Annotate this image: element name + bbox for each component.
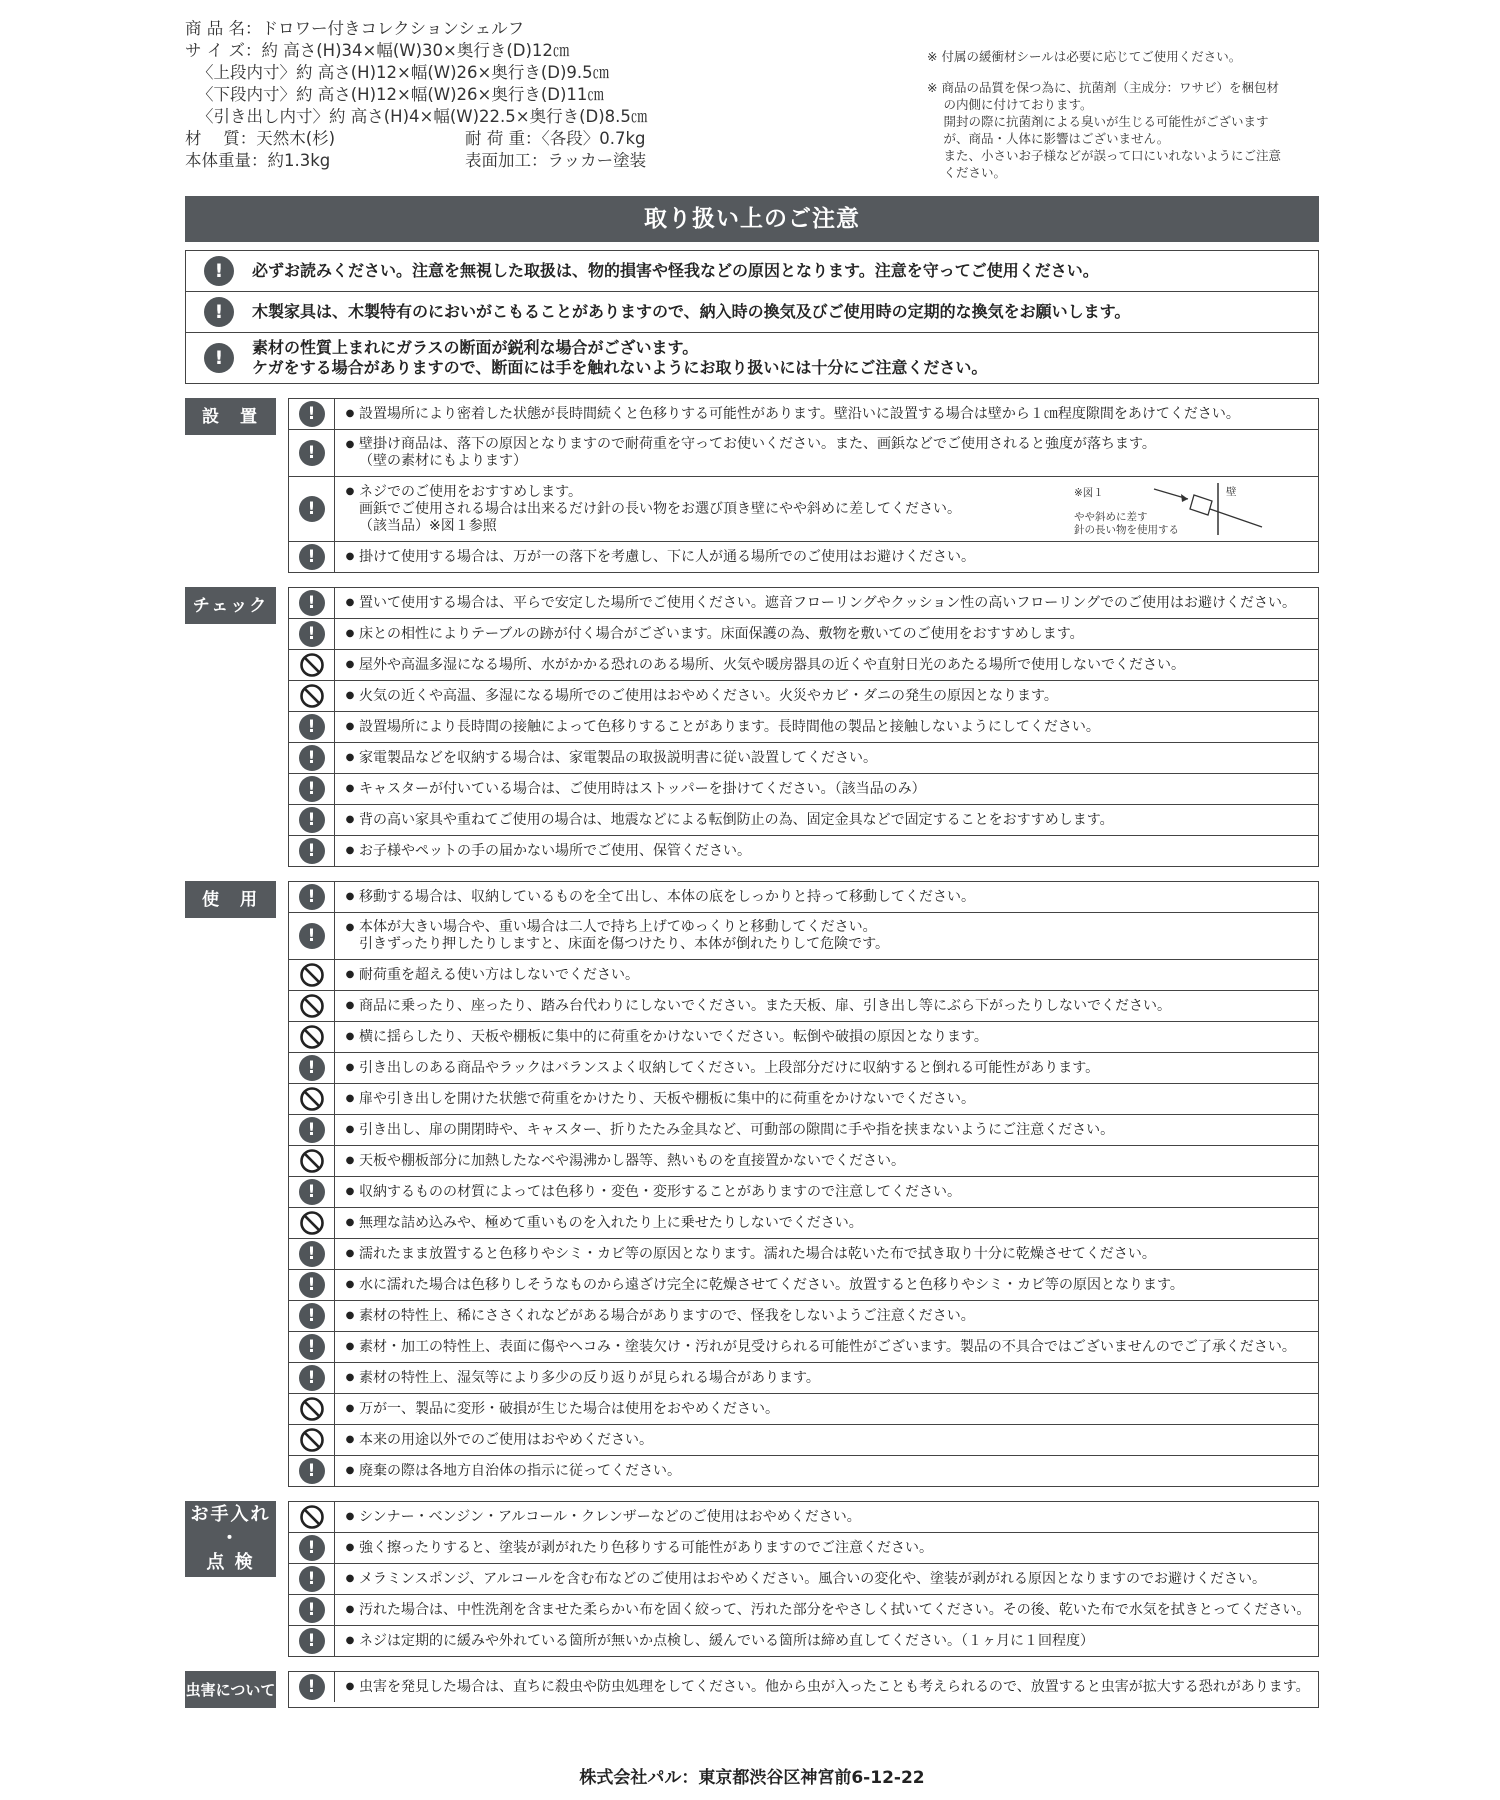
row-icon-cell: [289, 1053, 335, 1083]
exclamation-icon: !: [299, 714, 325, 740]
caution-text: 素材の特性上、稀にささくれなどがある場合がありますので、怪我をしないようご注意ください。: [359, 1307, 975, 1324]
row-icon-cell: [289, 1564, 335, 1594]
bullet-icon: ●: [345, 597, 355, 608]
caution-row: [289, 477, 1318, 542]
caution-text: 壁掛け商品は、落下の原因となりますので耐荷重を守ってお使いください。また、画鋲などでご使用されると強度が落ちます。 （壁の素材にもよります）: [359, 436, 1156, 469]
row-icon-cell: [289, 1239, 335, 1269]
bullet-icon: ●: [345, 845, 355, 856]
row-icon-cell: [289, 1084, 335, 1114]
bullet-icon: ●: [345, 969, 355, 980]
exclamation-icon: !: [299, 838, 325, 864]
bullet-icon: ●: [345, 1217, 355, 1228]
bullet-icon: ●: [345, 752, 355, 763]
care-rows: [288, 1501, 1319, 1657]
side-notes: [927, 48, 1322, 195]
use-rows: [288, 881, 1319, 1487]
exclamation-icon: !: [299, 1674, 325, 1700]
caution-text: 移動する場合は、収納しているものを全て出し、本体の底をしっかりと持って移動してください。: [359, 888, 975, 905]
caution-row: [289, 1084, 1318, 1115]
caution-text: 引き出し、扉の開閉時や、キャスター、折りたたみ金具など、可動部の隙間に手や指を挟まないようにご注意ください。: [359, 1121, 1115, 1138]
row-icon-cell: [289, 1394, 335, 1424]
prohibited-icon: [299, 1024, 325, 1050]
caution-row: [289, 743, 1318, 774]
bullet-icon: ●: [345, 1573, 355, 1584]
exclamation-icon: !: [299, 884, 325, 910]
caution-row: [289, 399, 1318, 430]
spec-upper-inner: 〈上段内寸〉約 高さ(H)12×幅(W)26×奥行き(D)9.5㎝: [197, 63, 610, 82]
bullet-icon: ●: [345, 922, 355, 933]
exclamation-icon: !: [299, 776, 325, 802]
exclamation-icon: !: [299, 1458, 325, 1484]
row-icon-cell: [289, 960, 335, 990]
spec-product-name: 商 品 名：ドロワー付きコレクションシェルフ: [185, 19, 525, 38]
caution-row: [289, 1146, 1318, 1177]
caution-text: メラミンスポンジ、アルコールを含む布などのご使用はおやめください。風合いの変化や、塗装が剥がれる原因となりますのでお避けください。: [359, 1570, 1266, 1587]
row-icon-cell: [289, 1332, 335, 1362]
caution-row: [289, 650, 1318, 681]
section-label-check: チェック: [185, 587, 276, 624]
company-footer: 株式会社パル：東京都渋谷区神宮前6-12-22: [579, 1768, 925, 1788]
exclamation-icon: !: [299, 401, 325, 427]
caution-text: 家電製品などを収納する場合は、家電製品の取扱説明書に従い設置してください。: [359, 749, 877, 766]
row-icon-cell: [289, 712, 335, 742]
prohibited-icon: [299, 683, 325, 709]
caution-text: 引き出しのある商品やラックはバランスよく収納してください。上段部分だけに収納すると倒れる可能性があります。: [359, 1059, 1100, 1076]
row-icon-cell: [289, 542, 335, 572]
caution-row: [289, 430, 1318, 477]
caution-text: 汚れた場合は、中性洗剤を含ませた柔らかい布を固く絞って、汚れた部分をやさしく拭いてください。その後、乾いた布で水気を拭きとってください。: [359, 1601, 1311, 1618]
caution-text: 素材・加工の特性上、表面に傷やヘコみ・塗装欠け・汚れが見受けられる可能性がございます。製品の不具合ではございませんのでご了承ください。: [359, 1338, 1296, 1355]
row-icon-cell: [289, 1301, 335, 1331]
row-icon-cell: [289, 805, 335, 835]
prohibited-icon: [299, 1210, 325, 1236]
caution-row: [289, 1626, 1318, 1656]
caution-text: ネジでのご使用をおすすめします。 画鋲でご使用される場合は出来るだけ針の長い物をお選び頂き壁にやや斜めに差してください。 （該当品）※図１参照: [359, 483, 961, 534]
exclamation-icon: !: [299, 544, 325, 570]
caution-text: 虫害を発見した場合は、直ちに殺虫や防虫処理をしてください。他から虫が入ったことも考えられるので、放置すると虫害が拡大する恐れがあります。: [359, 1678, 1310, 1695]
caution-row: [289, 960, 1318, 991]
caution-text: 本来の用途以外でのご使用はおやめください。: [359, 1431, 653, 1448]
caution-text: 強く擦ったりすると、塗装が剥がれたり色移りする可能性がありますのでご注意ください。: [359, 1539, 933, 1556]
general-warnings: [185, 250, 1319, 384]
caution-row: [289, 1456, 1318, 1486]
exclamation-icon: !: [299, 1272, 325, 1298]
caution-row: [289, 1425, 1318, 1456]
row-icon-cell: [289, 913, 335, 959]
caution-text: 扉や引き出しを開けた状態で荷重をかけたり、天板や棚板に集中的に荷重をかけないでください。: [359, 1090, 975, 1107]
row-icon-cell: [289, 743, 335, 773]
caution-text: 横に揺らしたり、天板や棚板に集中的に荷重をかけないでください。転倒や破損の原因となります。: [359, 1028, 988, 1045]
exclamation-icon: !: [299, 1303, 325, 1329]
row-icon-cell: [289, 1456, 335, 1486]
section-label-pests: 虫害について: [185, 1671, 276, 1708]
exclamation-icon: !: [299, 440, 325, 466]
caution-row: [289, 1053, 1318, 1084]
bullet-icon: ●: [345, 628, 355, 639]
row-icon-cell: [289, 1270, 335, 1300]
bullet-icon: ●: [345, 1186, 355, 1197]
bullet-icon: ●: [345, 1403, 355, 1414]
bullet-icon: ●: [345, 1000, 355, 1011]
caution-text: 収納するものの材質によっては色移り・変色・変形することがありますので注意してください。: [359, 1183, 961, 1200]
spec-row-weight: [185, 150, 925, 172]
row-icon-cell: [289, 1425, 335, 1455]
document-page: [185, 18, 1319, 1788]
caution-text: 天板や棚板部分に加熱したなべや湯沸かし器等、熱いものを直接置かないでください。: [359, 1152, 905, 1169]
row-icon-cell: [289, 1533, 335, 1563]
row-icon-cell: [289, 588, 335, 618]
bullet-icon: ●: [345, 1062, 355, 1073]
row-icon-cell: [289, 1146, 335, 1176]
exclamation-icon: !: [299, 1179, 325, 1205]
section-label-use: 使 用: [185, 881, 276, 918]
caution-text: ネジは定期的に緩みや外れている箇所が無いか点検し、緩んでいる箇所は締め直してください。（１ヶ月に１回程度）: [359, 1632, 1094, 1649]
caution-row: [289, 805, 1318, 836]
caution-text: 火気の近くや高温、多湿になる場所でのご使用はおやめください。火災やカビ・ダニの発生の原因となります。: [359, 687, 1058, 704]
pests-rows: [288, 1671, 1319, 1708]
bullet-icon: ●: [345, 1310, 355, 1321]
exclamation-icon: !: [299, 1628, 325, 1654]
bullet-icon: ●: [345, 1372, 355, 1383]
bullet-icon: ●: [345, 1542, 355, 1553]
caution-row: [289, 1394, 1318, 1425]
prohibited-icon: [299, 1086, 325, 1112]
spec-finish: 表面加工：ラッカー塗装: [465, 151, 647, 170]
spec-lower-inner: 〈下段内寸〉約 高さ(H)12×幅(W)26×奥行き(D)11㎝: [197, 85, 604, 104]
section-pests: [185, 1671, 1319, 1708]
caution-row: [289, 1301, 1318, 1332]
row-icon-cell: [289, 774, 335, 804]
caution-row: [289, 1022, 1318, 1053]
row-icon-cell: [289, 1115, 335, 1145]
bullet-icon: ●: [345, 1031, 355, 1042]
caution-row: [289, 1363, 1318, 1394]
row-icon-cell: [289, 1022, 335, 1052]
bullet-icon: ●: [345, 1434, 355, 1445]
caution-text: 本体が大きい場合や、重い場合は二人で持ち上げてゆっくりと移動してください。 引きずったり押したりしますと、床面を傷つけたり、本体が倒れたりして危険です。: [359, 919, 890, 952]
exclamation-icon: !: [299, 1535, 325, 1561]
caution-text: 掛けて使用する場合は、万が一の落下を考慮し、下に人が通る場所でのご使用はお避けください。: [359, 548, 975, 565]
prohibited-icon: [299, 1396, 325, 1422]
section-label-setup: 設 置: [185, 398, 276, 435]
exclamation-icon: !: [299, 807, 325, 833]
page-title: 取り扱い上のご注意: [185, 196, 1319, 242]
row-icon-cell: [289, 619, 335, 649]
warning-text: 素材の性質上まれにガラスの断面が鋭利な場合がございます。 ケガをする場合がありますので、断面には手を触れないようにお取り扱いには十分にご注意ください。: [252, 338, 988, 377]
spec-list: [185, 18, 925, 172]
warning-text: 木製家具は、木製特有のにおいがこもることがありますので、納入時の換気及びご使用時の定期的な換気をお願いします。: [252, 302, 1131, 321]
bullet-icon: ●: [345, 1465, 355, 1476]
caution-row: [289, 1672, 1318, 1702]
figure-wall-label: 壁: [1226, 486, 1237, 498]
caution-row: [289, 1115, 1318, 1146]
caution-text: 水に濡れた場合は色移りしそうなものから遠ざけ完全に乾燥させてください。放置すると色移りやシミ・カビ等の原因となります。: [359, 1276, 1184, 1293]
caution-text: キャスターが付いている場合は、ご使用時はストッパーを掛けてください。（該当品のみ）: [359, 780, 926, 797]
warning-text: 必ずお読みください。注意を無視した取扱は、物的損害や怪我などの原因となります。注意を守ってご使用ください。: [252, 261, 1099, 280]
bullet-icon: ●: [345, 486, 355, 497]
row-icon-cell: [289, 1177, 335, 1207]
product-specs: [185, 18, 1319, 196]
row-icon-cell: [289, 399, 335, 429]
caution-row: [289, 619, 1318, 650]
setup-rows: [288, 398, 1319, 573]
bullet-icon: ●: [345, 1604, 355, 1615]
caution-text: 無理な詰め込みや、極めて重いものを入れたり上に乗せたりしないでください。: [359, 1214, 863, 1231]
caution-row: [289, 913, 1318, 960]
spec-material: 材 質：天然木(杉): [185, 129, 336, 148]
caution-row: [289, 836, 1318, 866]
bullet-icon: ●: [345, 891, 355, 902]
bullet-icon: ●: [345, 721, 355, 732]
caution-text: 濡れたまま放置すると色移りやシミ・カビ等の原因となります。濡れた場合は乾いた布で拭き取り十分に乾燥させてください。: [359, 1245, 1156, 1262]
caution-row: [289, 681, 1318, 712]
exclamation-icon: !: [299, 496, 325, 522]
pushpin-figure: [1074, 481, 1314, 539]
caution-row: [289, 1595, 1318, 1626]
figure-caption: やや斜めに差す 針の長い物を使用する: [1074, 511, 1179, 536]
caution-text: 床との相性によりテーブルの跡が付く場合がございます。床面保護の為、敷物を敷いてのご使用をおすすめします。: [359, 625, 1084, 642]
bullet-icon: ●: [345, 659, 355, 670]
exclamation-icon: !: [299, 621, 325, 647]
exclamation-icon: !: [299, 1334, 325, 1360]
warning-row: [186, 292, 1318, 333]
figure-label: ※図１: [1074, 487, 1104, 499]
row-icon-cell: [289, 1363, 335, 1393]
section-use: [185, 881, 1319, 1487]
caution-text: 万が一、製品に変形・破損が生じた場合は使用をおやめください。: [359, 1400, 779, 1417]
warning-row: [186, 251, 1318, 292]
caution-text: シンナー・ベンジン・アルコール・クレンザーなどのご使用はおやめください。: [359, 1508, 861, 1525]
row-icon-cell: [289, 430, 335, 476]
prohibited-icon: [299, 962, 325, 988]
prohibited-icon: [299, 1148, 325, 1174]
caution-row: [289, 542, 1318, 572]
caution-row: [289, 1502, 1318, 1533]
caution-text: 素材の特性上、湿気等により多少の反り返りが見られる場合があります。: [359, 1369, 820, 1386]
caution-text: 設置場所により密着した状態が長時間続くと色移りする可能性があります。壁沿いに設置する場合は壁から１㎝程度隙間をあけてください。: [359, 405, 1240, 422]
row-icon-cell: [289, 1595, 335, 1625]
bullet-icon: ●: [345, 783, 355, 794]
caution-text: 屋外や高温多湿になる場所、水がかかる恐れのある場所、火気や暖房器具の近くや直射日光のあたる場所で使用しないでください。: [359, 656, 1185, 673]
exclamation-icon: !: [299, 590, 325, 616]
section-care: [185, 1501, 1319, 1657]
bullet-icon: ●: [345, 814, 355, 825]
exclamation-icon: !: [299, 1566, 325, 1592]
caution-text: 設置場所により長時間の接触によって色移りすることがあります。長時間他の製品と接触しないようにしてください。: [359, 718, 1100, 735]
caution-row: [289, 774, 1318, 805]
caution-row: [289, 1208, 1318, 1239]
caution-row: [289, 1332, 1318, 1363]
section-check: [185, 587, 1319, 867]
warning-row: [186, 333, 1318, 383]
row-icon-cell: [289, 1502, 335, 1532]
bullet-icon: ●: [345, 1248, 355, 1259]
caution-row: [289, 991, 1318, 1022]
spec-row-material: [185, 128, 925, 150]
caution-row: [289, 1239, 1318, 1270]
exclamation-icon: !: [204, 343, 234, 373]
spec-weight: 本体重量：約1.3kg: [185, 151, 331, 170]
bullet-icon: ●: [345, 1681, 355, 1692]
exclamation-icon: !: [204, 256, 234, 286]
exclamation-icon: !: [204, 297, 234, 327]
row-icon-cell: [289, 991, 335, 1021]
exclamation-icon: !: [299, 1055, 325, 1081]
bullet-icon: ●: [345, 1155, 355, 1166]
bullet-icon: ●: [345, 1124, 355, 1135]
row-icon-cell: [289, 1208, 335, 1238]
bullet-icon: ●: [345, 551, 355, 562]
bullet-icon: ●: [345, 1635, 355, 1646]
bullet-icon: ●: [345, 1511, 355, 1522]
prohibited-icon: [299, 652, 325, 678]
row-icon-cell: [289, 650, 335, 680]
row-icon-cell: [289, 477, 335, 541]
spec-size: サ イ ズ：約 高さ(H)34×幅(W)30×奥行き(D)12㎝: [185, 41, 570, 60]
caution-row: [289, 1533, 1318, 1564]
row-icon-cell: [289, 836, 335, 866]
caution-row: [289, 712, 1318, 743]
caution-row: [289, 1270, 1318, 1301]
spec-load: 耐 荷 重：〈各段〉0.7kg: [465, 129, 646, 148]
caution-text: 背の高い家具や重ねてご使用の場合は、地震などによる転倒防止の為、固定金具などで固定することをおすすめします。: [359, 811, 1114, 828]
caution-text: お子様やペットの手の届かない場所でご使用、保管ください。: [359, 842, 751, 859]
bullet-icon: ●: [345, 1093, 355, 1104]
spec-drawer-inner: 〈引き出し内寸〉約 高さ(H)4×幅(W)22.5×奥行き(D)8.5㎝: [197, 107, 648, 126]
bullet-icon: ●: [345, 1279, 355, 1290]
check-rows: [288, 587, 1319, 867]
caution-text: 廃棄の際は各地方自治体の指示に従ってください。: [359, 1462, 681, 1479]
exclamation-icon: !: [299, 1241, 325, 1267]
caution-text: 耐荷重を超える使い方はしないでください。: [359, 966, 639, 983]
row-icon-cell: [289, 882, 335, 912]
note-antibacterial: ※ 商品の品質を保つ為に、抗菌剤（主成分：ワサビ）を梱包材 の内側に付けております。 開封の際に抗菌剤による臭いが生じる可能性がございます が、商品・人体に影響はございません。 また、小さいお子様などが誤って口にいれないようにご注意 ください。: [927, 80, 1281, 180]
prohibited-icon: [299, 1504, 325, 1530]
caution-row: [289, 1564, 1318, 1595]
prohibited-icon: [299, 1427, 325, 1453]
caution-row: [289, 588, 1318, 619]
bullet-icon: ●: [345, 408, 355, 419]
exclamation-icon: !: [299, 1365, 325, 1391]
caution-text: 置いて使用する場合は、平らで安定した場所でご使用ください。遮音フローリングやクッション性の高いフローリングでのご使用はお避けください。: [359, 594, 1297, 611]
prohibited-icon: [299, 993, 325, 1019]
section-label-care: お手入れ ・ 点 検: [185, 1501, 276, 1577]
caution-text: 商品に乗ったり、座ったり、踏み台代わりにしないでください。また天板、扉、引き出し等にぶら下がったりしないでください。: [359, 997, 1171, 1014]
bullet-icon: ●: [345, 690, 355, 701]
bullet-icon: ●: [345, 1341, 355, 1352]
exclamation-icon: !: [299, 745, 325, 771]
caution-row: [289, 1177, 1318, 1208]
section-setup: [185, 398, 1319, 573]
caution-row: [289, 882, 1318, 913]
exclamation-icon: !: [299, 1597, 325, 1623]
note-cushion-seal: ※ 付属の緩衝材シールは必要に応じてご使用ください。: [927, 49, 1242, 64]
exclamation-icon: !: [299, 1117, 325, 1143]
bullet-icon: ●: [345, 439, 355, 450]
exclamation-icon: !: [299, 923, 325, 949]
row-icon-cell: [289, 681, 335, 711]
row-icon-cell: [289, 1626, 335, 1656]
row-icon-cell: [289, 1672, 335, 1702]
